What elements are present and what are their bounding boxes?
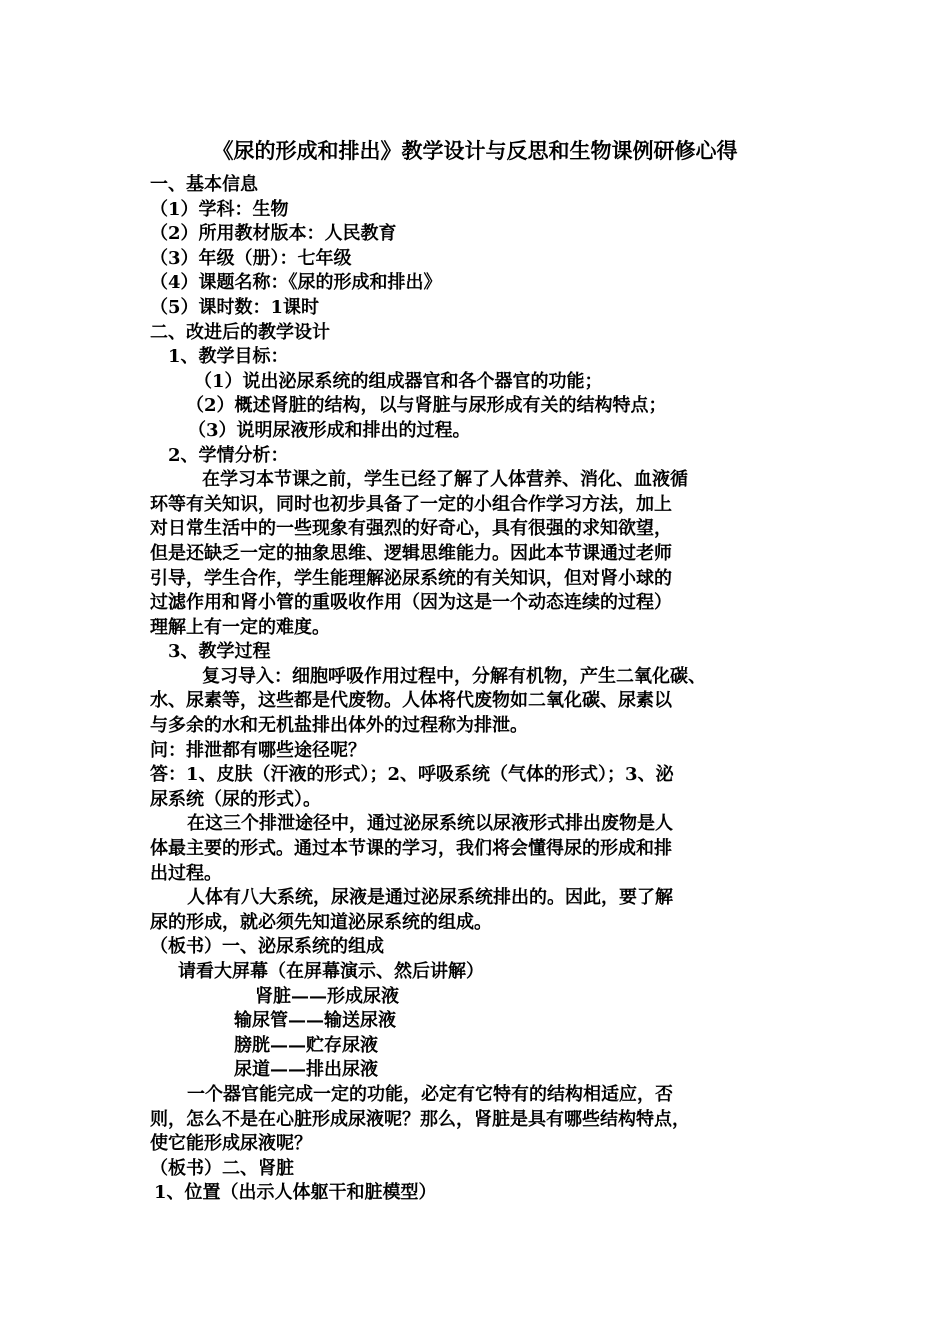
paragraph-line: 在这三个排泄途径中，通过泌尿系统以尿液形式排出废物是人 (187, 813, 673, 835)
paragraph-line: 过滤作用和肾小管的重吸收作用（因为这是一个动态连续的过程） (150, 592, 672, 614)
paragraph-line: 但是还缺乏一定的抽象思维、逻辑思维能力。因此本节课通过老师 (150, 542, 672, 564)
paragraph-line: 尿的形成，就必须先知道泌尿系统的组成。 (150, 911, 492, 933)
info-subject: （1）学科：生物 (150, 198, 289, 220)
answer-line: 答：1、皮肤（汗液的形式）；2、呼吸系统（气体的形式）；3、泌 (150, 764, 674, 786)
paragraph-line: 复习导入：细胞呼吸作用过程中，分解有机物，产生二氧化碳、 (202, 665, 706, 687)
board-note-kidney: （板书）二、肾脏 (150, 1157, 294, 1179)
paragraph-line: 对日常生活中的一些现象有强烈的好奇心，具有很强的求知欲望， (150, 518, 672, 540)
answer-line: 尿系统（尿的形式）。 (150, 788, 321, 810)
document-body (150, 173, 840, 1206)
board-note-urinary-system: （板书）一、泌尿系统的组成 (150, 936, 384, 958)
info-periods: （5）课时数：1课时 (150, 296, 320, 318)
kidney-position: 1、位置（出示人体躯干和脏模型） (154, 1182, 437, 1204)
paragraph-line: 在学习本节课之前，学生已经了解了人体营养、消化、血液循 (202, 469, 688, 491)
paragraph-line: 与多余的水和无机盐排出体外的过程称为排泄。 (150, 715, 528, 737)
screen-instruction: 请看大屏幕（在屏幕演示、然后讲解） (178, 961, 484, 982)
paragraph-line: 出过程。 (150, 862, 222, 884)
section-heading-basic-info: 一、基本信息 (150, 174, 258, 195)
paragraph-line: 则，怎么不是在心脏形成尿液呢？那么，肾脏是具有哪些结构特点， (150, 1108, 690, 1130)
subheading-objectives: 1、教学目标： (168, 346, 289, 368)
objective-2: （2）概述肾脏的结构，以与肾脏与尿形成有关的结构特点； (186, 395, 667, 417)
info-textbook: （2）所用教材版本：人民教育 (150, 223, 397, 245)
objective-1: （1）说出泌尿系统的组成器官和各个器官的功能； (194, 370, 603, 392)
paragraph-line: 使它能形成尿液呢？ (150, 1133, 312, 1155)
paragraph-line: 人体有八大系统，尿液是通过泌尿系统排出的。因此，要了解 (187, 887, 673, 909)
objective-3: （3）说明尿液形成和排出的过程。 (188, 419, 471, 441)
paragraph-line: 环等有关知识，同时也初步具备了一定的小组合作学习方法，加上 (150, 493, 672, 515)
document-title: 《尿的形成和排出》教学设计与反思和生物课例研修心得 (212, 138, 738, 163)
paragraph-line: 水、尿素等，这些都是代废物。人体将代废物如二氧化碳、尿素以 (150, 690, 672, 712)
organ-ureter: 输尿管——输送尿液 (234, 1010, 396, 1032)
paragraph-line: 理解上有一定的难度。 (150, 616, 330, 638)
info-grade: （3）年级（册）：七年级 (150, 247, 352, 269)
paragraph-line: 引导，学生合作，学生能理解泌尿系统的有关知识，但对肾小球的 (150, 567, 672, 589)
question-line: 问：排泄都有哪些途径呢？ (150, 739, 366, 761)
organ-bladder: 膀胱——贮存尿液 (234, 1034, 378, 1056)
subheading-process: 3、教学过程 (168, 641, 271, 663)
organ-kidney: 肾脏——形成尿液 (255, 985, 399, 1007)
paragraph-line: 体最主要的形式。通过本节课的学习，我们将会懂得尿的形成和排 (150, 838, 672, 860)
subheading-analysis: 2、学情分析： (168, 444, 289, 466)
section-heading-design: 二、改进后的教学设计 (150, 321, 330, 343)
paragraph-line: 一个器官能完成一定的功能，必定有它特有的结构相适应，否 (187, 1083, 673, 1105)
organ-urethra: 尿道——排出尿液 (234, 1059, 378, 1081)
info-lesson-title: （4）课题名称：《尿的形成和排出》 (150, 272, 442, 294)
